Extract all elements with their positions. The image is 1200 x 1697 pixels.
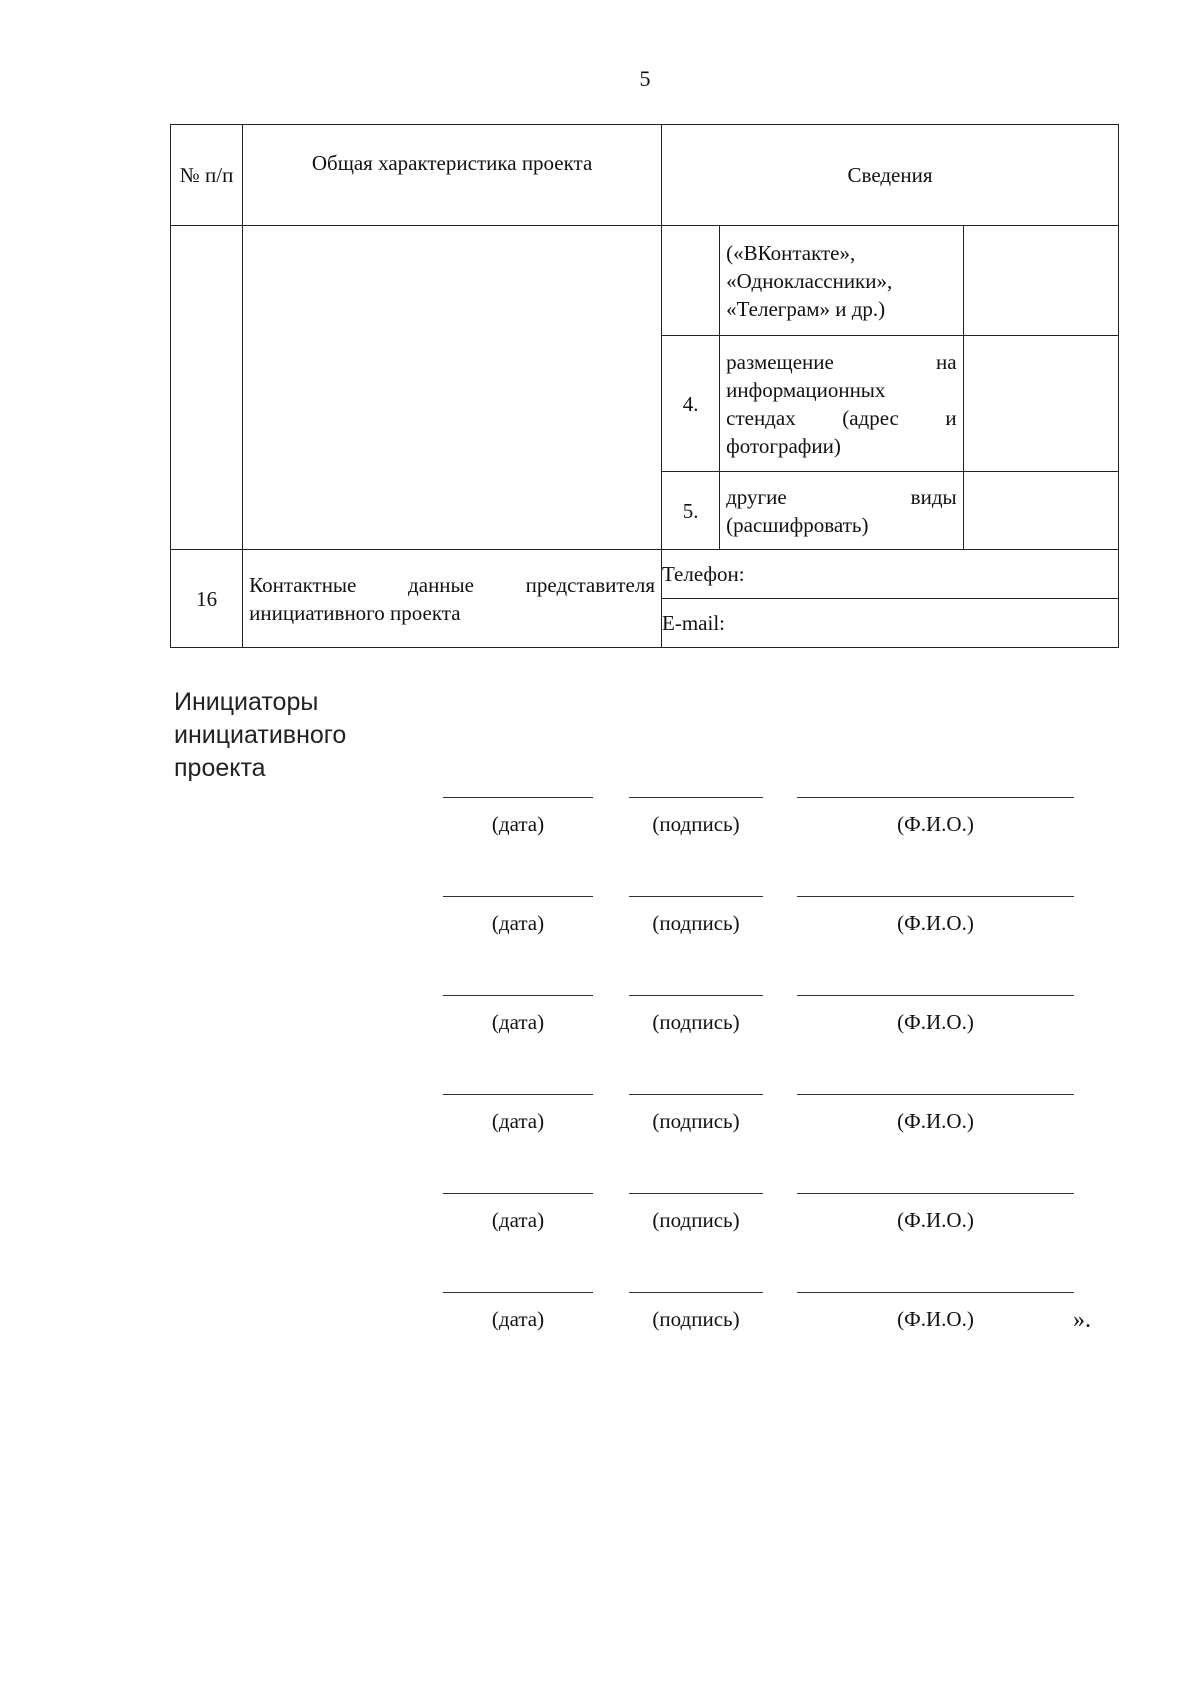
sub-text: другие виды (расшифровать) xyxy=(726,484,957,537)
header-info: Сведения xyxy=(662,125,1119,226)
page-number: 5 xyxy=(639,66,651,91)
header-description: Общая характеристика проекта xyxy=(243,125,662,226)
date-label: (дата) xyxy=(491,1307,545,1331)
header-num: № п/п xyxy=(171,125,243,226)
signature-row xyxy=(0,896,1200,956)
date-label: (дата) xyxy=(491,1010,545,1034)
empty-description-cell xyxy=(243,226,662,550)
empty-num-cell xyxy=(171,226,243,550)
signature-row xyxy=(0,1094,1200,1154)
signature-row xyxy=(0,1193,1200,1253)
signature-row xyxy=(0,1292,1200,1352)
table-row-16 xyxy=(171,550,1119,599)
contact-description: Контактные данные представителя инициативного проекта xyxy=(249,572,656,625)
name-label: (Ф.И.О.) xyxy=(897,1208,974,1232)
sub-text-cell xyxy=(720,472,964,550)
name-label: (Ф.И.О.) xyxy=(897,812,974,836)
phone-field: Телефон: xyxy=(662,550,1119,599)
value-cell xyxy=(963,226,1118,336)
name-label: (Ф.И.О.) xyxy=(897,1307,974,1331)
sub-text: размещение на информационных стендах (адрес и фотографии) xyxy=(726,349,957,458)
sub-number: 5. xyxy=(662,472,720,550)
date-label: (дата) xyxy=(491,1109,545,1133)
date-line xyxy=(443,896,593,897)
signature-label: (подпись) xyxy=(652,1208,740,1232)
date-label: (дата) xyxy=(491,1208,545,1232)
signature-line xyxy=(629,1094,763,1095)
signature-line xyxy=(629,1292,763,1293)
project-table xyxy=(170,124,1119,648)
name-label: (Ф.И.О.) xyxy=(897,1010,974,1034)
name-line xyxy=(797,995,1074,996)
signature-line xyxy=(629,1193,763,1194)
table-row xyxy=(171,226,1119,336)
signature-label: (подпись) xyxy=(652,1307,740,1331)
date-line xyxy=(443,1094,593,1095)
value-cell xyxy=(963,336,1118,472)
signature-line xyxy=(629,797,763,798)
date-line xyxy=(443,797,593,798)
name-line xyxy=(797,896,1074,897)
date-line xyxy=(443,1292,593,1293)
signature-row xyxy=(0,995,1200,1055)
name-line xyxy=(797,1193,1074,1194)
name-label: (Ф.И.О.) xyxy=(897,1109,974,1133)
date-line xyxy=(443,1193,593,1194)
signature-label: (подпись) xyxy=(652,1109,740,1133)
name-line xyxy=(797,797,1074,798)
row-number: 16 xyxy=(171,550,243,648)
email-field: E-mail: xyxy=(662,599,1119,648)
signature-line xyxy=(629,995,763,996)
closing-quote: ». xyxy=(1073,1307,1091,1333)
sub-text-cell xyxy=(720,336,964,472)
signature-label: (подпись) xyxy=(652,911,740,935)
value-cell xyxy=(963,472,1118,550)
date-line xyxy=(443,995,593,996)
signature-row xyxy=(0,797,1200,857)
signature-label: (подпись) xyxy=(652,1010,740,1034)
date-label: (дата) xyxy=(491,812,545,836)
signature-label: (подпись) xyxy=(652,812,740,836)
sub-number: 4. xyxy=(662,336,720,472)
table-header-row xyxy=(171,125,1119,226)
sub-text: («ВКонтакте», «Одноклассники», «Телеграм» и др.) xyxy=(726,240,893,321)
initiators-title: Инициаторы инициативного проекта xyxy=(174,688,347,782)
name-line xyxy=(797,1292,1074,1293)
sub-text-cell xyxy=(720,226,964,336)
date-label: (дата) xyxy=(491,911,545,935)
name-label: (Ф.И.О.) xyxy=(897,911,974,935)
signature-line xyxy=(629,896,763,897)
sub-number xyxy=(662,226,720,336)
name-line xyxy=(797,1094,1074,1095)
contact-description-cell xyxy=(243,550,662,648)
